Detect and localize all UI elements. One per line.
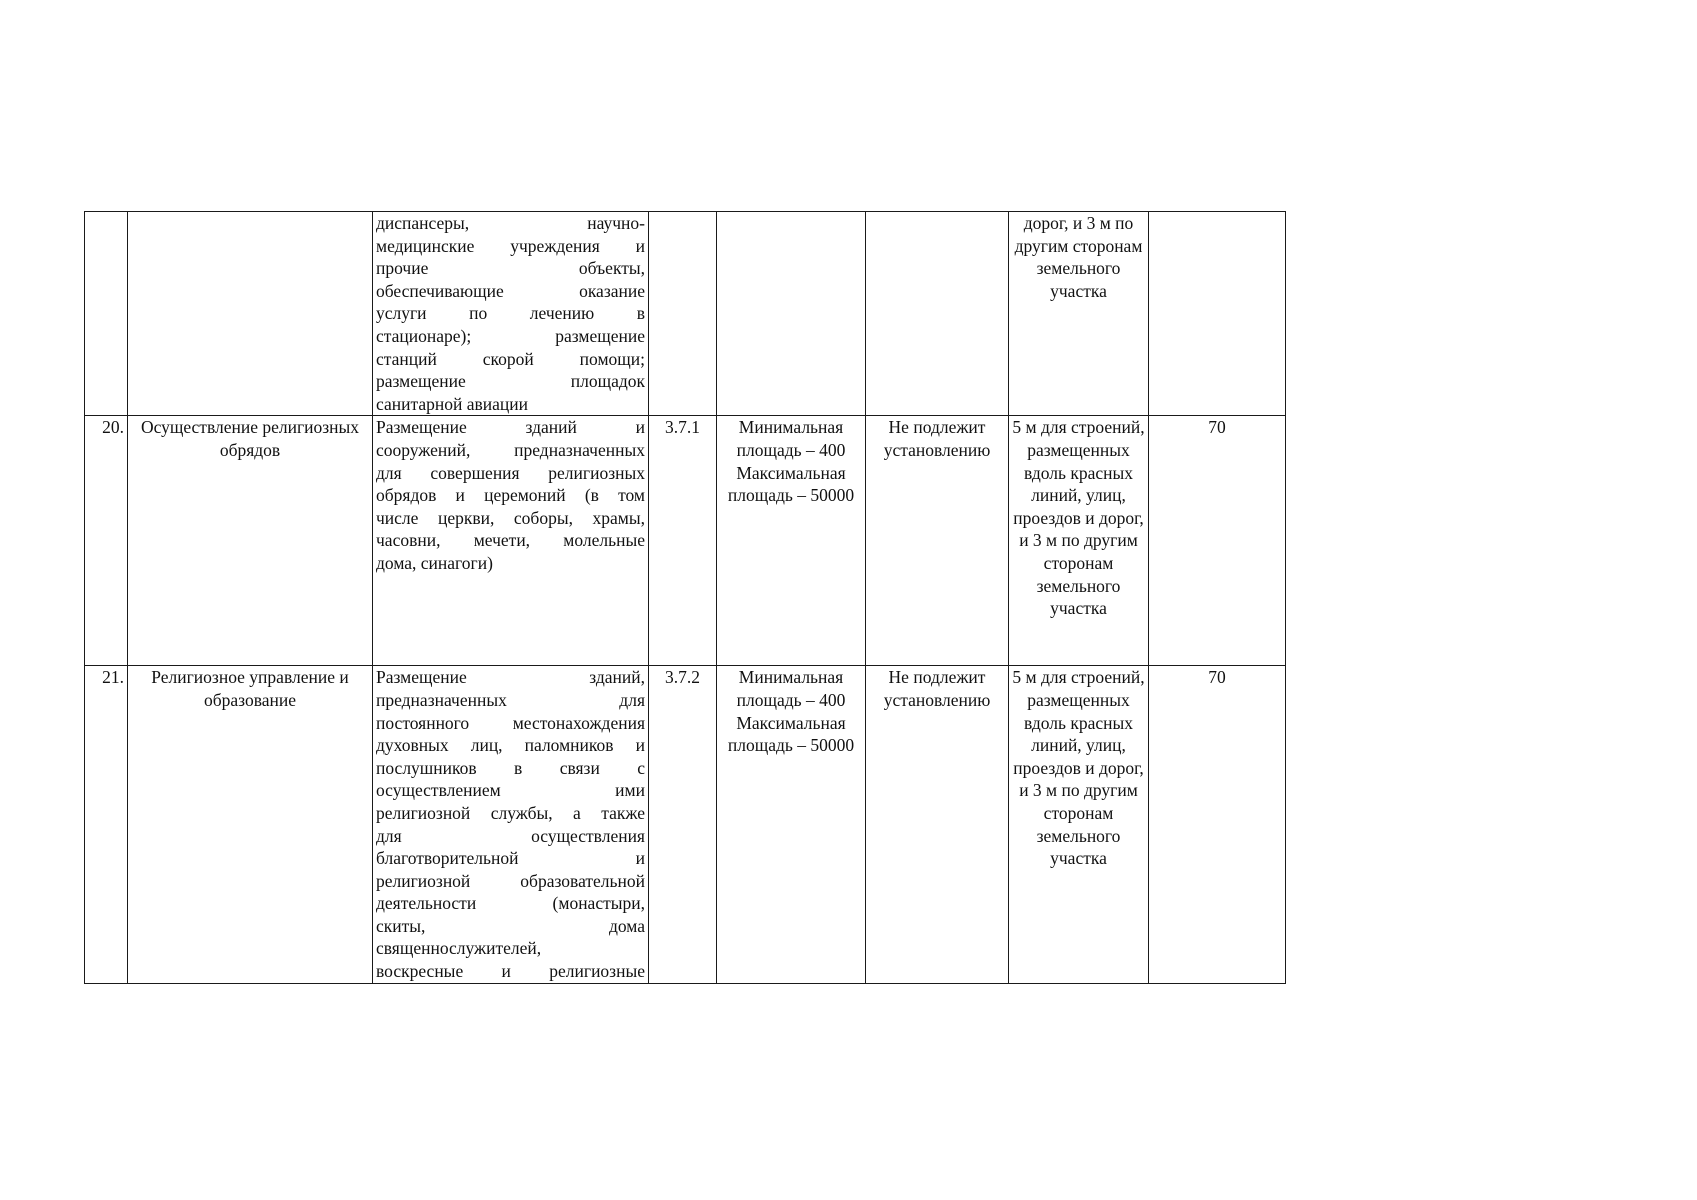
- land-use-name-cell: [128, 212, 373, 416]
- description-line: числе церкви, соборы, храмы,: [376, 507, 645, 528]
- plot-area-cell: [717, 212, 866, 416]
- land-use-name-cell: Осуществление религиозных обрядов: [128, 416, 373, 666]
- description-line: часовни, мечети, молельные: [376, 530, 645, 551]
- floors-limit-cell: Не подлежит установлению: [866, 666, 1009, 984]
- description-line: услуги по лечению в: [376, 303, 645, 324]
- description-line: постоянного местонахождения: [376, 712, 645, 733]
- land-use-description-cell: [373, 416, 649, 666]
- plot-area-cell: Минимальная площадь – 400 Максимальная площадь – 50000: [717, 416, 866, 666]
- description-line: обеспечивающие оказание: [376, 280, 645, 301]
- land-use-description-cell: [373, 212, 649, 416]
- table-body: [85, 212, 1286, 984]
- description-line: медицинские учреждения и: [376, 235, 645, 256]
- row-number-cell: 20.: [85, 416, 128, 666]
- land-use-description-cell: [373, 666, 649, 984]
- description-line: воскресные и религиозные: [376, 961, 645, 982]
- plot-area-cell: Минимальная площадь – 400 Максимальная площадь – 50000: [717, 666, 866, 984]
- description-line: послушников в связи с: [376, 757, 645, 778]
- description-line: дома, синагоги): [376, 552, 493, 573]
- classifier-code-cell: 3.7.1: [649, 416, 717, 666]
- table-row: [85, 416, 1286, 666]
- classifier-code-cell: [649, 212, 717, 416]
- description-line: прочие объекты,: [376, 258, 645, 279]
- description-line: санитарной авиации: [376, 393, 528, 414]
- description-line: священнослужителей,: [376, 938, 542, 959]
- description-line: для осуществления: [376, 825, 645, 846]
- description-line: Размещение зданий,: [376, 667, 645, 688]
- description-line: стационаре); размещение: [376, 325, 645, 346]
- description-line: диспансеры, научно-: [376, 213, 645, 233]
- floors-limit-cell: [866, 212, 1009, 416]
- description-line: деятельности (монастыри,: [376, 893, 645, 914]
- description-line: для совершения религиозных: [376, 462, 645, 483]
- coverage-percent-cell: 70: [1149, 416, 1286, 666]
- row-number-cell: [85, 212, 128, 416]
- description-line: обрядов и церемоний (в том: [376, 485, 645, 506]
- description-line: религиозной образовательной: [376, 870, 645, 891]
- description-line: сооружений, предназначенных: [376, 439, 645, 460]
- description-line: размещение площадок: [376, 371, 645, 392]
- description-line: Размещение зданий и: [376, 417, 645, 438]
- table-row: [85, 666, 1286, 984]
- land-use-name-cell: Религиозное управление и образование: [128, 666, 373, 984]
- coverage-percent-cell: 70: [1149, 666, 1286, 984]
- setback-cell: 5 м для строений, размещенных вдоль красных линий, улиц, проездов и дорог, и 3 м по другим сторонам земельного участка: [1009, 666, 1149, 984]
- description-line: станций скорой помощи;: [376, 348, 645, 369]
- description-line: предназначенных для: [376, 689, 645, 710]
- zoning-regulations-table: [84, 211, 1286, 984]
- classifier-code-cell: 3.7.2: [649, 666, 717, 984]
- description-line: осуществлением ими: [376, 780, 645, 801]
- coverage-percent-cell: [1149, 212, 1286, 416]
- table-row: [85, 212, 1286, 416]
- description-line: религиозной службы, а также: [376, 802, 645, 823]
- floors-limit-cell: Не подлежит установлению: [866, 416, 1009, 666]
- setback-cell: 5 м для строений, размещенных вдоль красных линий, улиц, проездов и дорог, и 3 м по другим сторонам земельного участка: [1009, 416, 1149, 666]
- description-line: скиты, дома: [376, 915, 645, 936]
- description-line: духовных лиц, паломников и: [376, 735, 645, 756]
- setback-cell: дорог, и 3 м по другим сторонам земельного участка: [1009, 212, 1149, 416]
- description-line: благотворительной и: [376, 848, 645, 869]
- row-number-cell: 21.: [85, 666, 128, 984]
